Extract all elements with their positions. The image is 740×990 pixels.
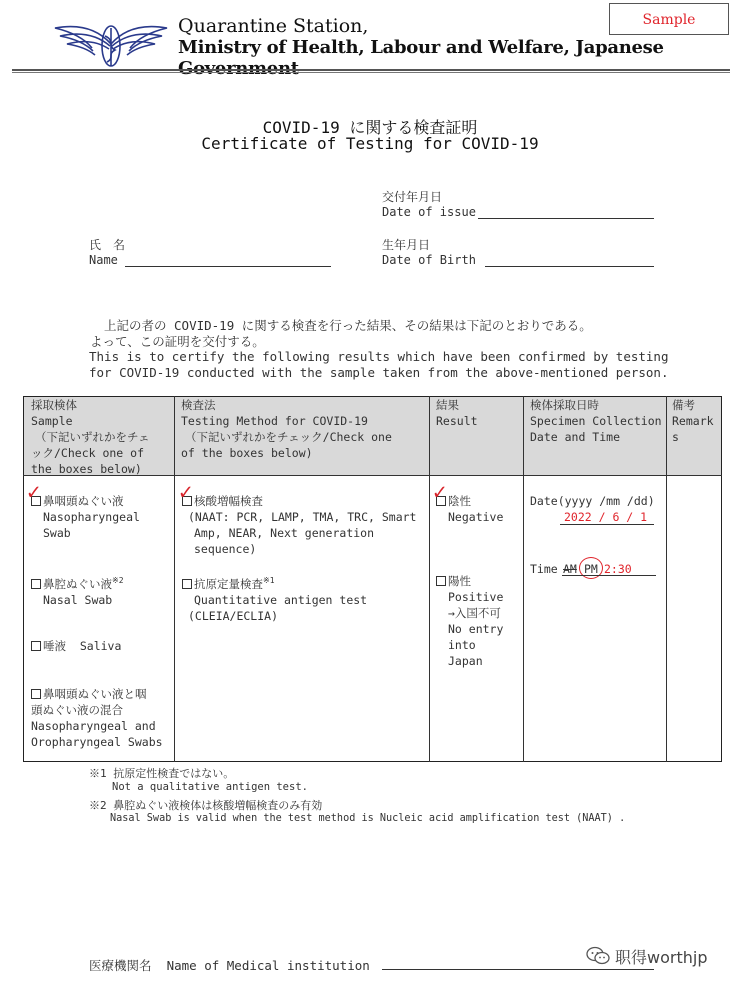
name-label-ja: 氏 名 <box>89 238 126 252</box>
statement-ja-line2: よって、この証明を交付する。 <box>90 334 265 349</box>
red-checkmark: ✓ <box>433 480 447 505</box>
note-2: ※2 鼻腔ぬぐい液検体は核酸増幅検査のみ有効 <box>89 799 323 812</box>
note-2-en: Nasal Swab is valid when the test method is Nucleic acid amplification test (NAAT) . <box>110 813 626 824</box>
title-japanese: COVID-19 に関する検査証明 <box>262 118 478 137</box>
note-1-en: Not a qualitative antigen test. <box>112 781 308 793</box>
time-underline <box>562 575 656 576</box>
institution-field[interactable] <box>382 969 654 970</box>
sample-stamp: Sample <box>609 3 729 35</box>
sample-option-nasopharyngeal[interactable]: 鼻咽頭ぬぐい液 Nasopharyngeal Swab <box>31 493 140 541</box>
red-checkmark: ✓ <box>27 480 41 505</box>
birth-date-label-en: Date of Birth <box>382 253 476 267</box>
quarantine-emblem-logo <box>52 18 170 70</box>
note-1: ※1 抗原定性検査ではない。 <box>89 767 235 780</box>
statement-en-line1: This is to certify the following results which have been confirmed by testing <box>89 349 669 364</box>
checkbox[interactable] <box>31 641 41 651</box>
statement-en-line2: for COVID-19 conducted with the sample taken from the above-mentioned person. <box>89 365 669 380</box>
header-divider <box>12 69 730 73</box>
sample-option-mixed[interactable]: 鼻咽頭ぬぐい液と咽 頭ぬぐい液の混合 Nasopharyngeal and Oropharyngeal Swabs <box>31 687 163 749</box>
time-value[interactable]: 2:30 <box>604 562 632 576</box>
checkbox[interactable] <box>182 579 192 589</box>
header-method: 検査法 Testing Method for COVID-19 （下記いずれかをチェック/Check one of the boxes below) <box>181 398 392 460</box>
checkbox[interactable] <box>436 576 446 586</box>
header-remarks: 備考 Remark s <box>672 398 714 444</box>
checkbox[interactable] <box>31 689 41 699</box>
issue-date-label-en: Date of issue <box>382 205 476 219</box>
date-value[interactable]: 2022 / 6 / 1 <box>564 510 648 524</box>
time-label: Time <box>530 562 558 576</box>
column-divider <box>429 396 430 762</box>
result-option-negative[interactable]: 陰性 Negative <box>436 493 503 525</box>
issue-date-label-ja: 交付年月日 <box>382 190 443 204</box>
agency-name-line2: Ministry of Health, Labour and Welfare, Japanese Government <box>178 37 664 79</box>
column-divider <box>174 396 175 762</box>
result-option-positive[interactable]: 陽性 Positive →入国不可 No entry into Japan <box>436 573 503 669</box>
birth-date-label-ja: 生年月日 <box>382 238 431 252</box>
date-underline <box>560 524 654 525</box>
watermark-text: 职得worthjp <box>615 948 708 967</box>
sample-option-saliva[interactable]: 唾液 Saliva <box>31 638 121 654</box>
name-label-en: Name <box>89 253 118 267</box>
institution-label: 医療機関名 Name of Medical institution <box>89 958 370 973</box>
column-divider <box>523 396 524 762</box>
issue-date-field[interactable] <box>478 218 654 219</box>
time-am: AM <box>563 562 577 576</box>
header-result: 結果 Result <box>436 398 478 428</box>
birth-date-field[interactable] <box>485 266 654 267</box>
sample-option-nasal[interactable]: 鼻腔ぬぐい液$^{※2}$ Nasal Swab <box>31 573 124 608</box>
agency-name-line1: Quarantine Station, <box>178 15 369 37</box>
checkbox[interactable] <box>31 579 41 589</box>
statement-ja-line1: 上記の者の COVID-19 に関する検査を行った結果、その結果は下記のとおりである。 <box>104 318 592 333</box>
column-divider <box>666 396 667 762</box>
time-pm: PM <box>584 562 598 576</box>
date-label: Date(yyyy /mm /dd) <box>530 494 655 508</box>
method-option-naat[interactable]: 核酸増幅検査 (NAAT: PCR, LAMP, TMA, TRC, Smart Amp, NEAR, Next generation sequence) <box>182 493 416 557</box>
name-field[interactable] <box>125 266 331 267</box>
title-english: Certificate of Testing for COVID-19 <box>201 134 539 153</box>
method-option-antigen[interactable]: 抗原定量検査$^{※1}$ Quantitative antigen test (CLEIA/ECLIA) <box>182 573 367 624</box>
header-datetime: 検体採取日時 Specimen Collection Date and Time <box>530 398 662 444</box>
wechat-icon <box>586 946 610 966</box>
red-checkmark: ✓ <box>179 480 193 505</box>
header-sample: 採取検体 Sample （下記いずれかをチェ ック/Check one of the boxes below) <box>31 398 150 476</box>
